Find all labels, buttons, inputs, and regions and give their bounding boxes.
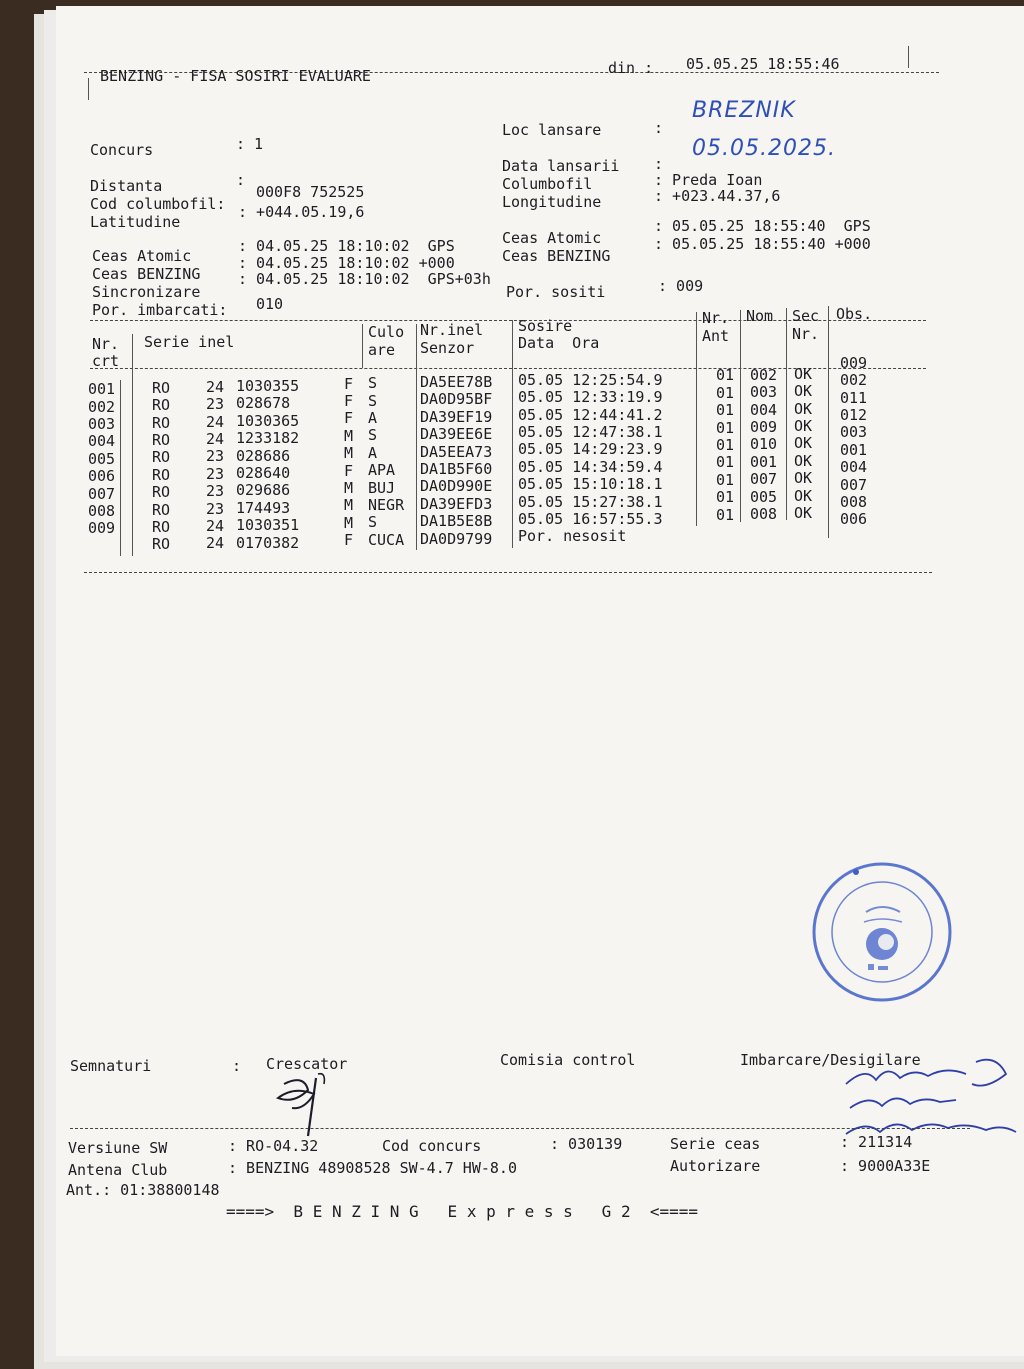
cell-senzor: DA1B5E8B (420, 512, 493, 531)
versiune-sw-label: Versiune SW (68, 1139, 168, 1157)
cell-sec: OK (794, 451, 813, 470)
ceas-atomic-label: Ceas Atomic (92, 247, 192, 265)
cell-sec: OK (794, 364, 813, 383)
autorizare-label: Autorizare (670, 1157, 761, 1175)
cell-sosire: 05.05 12:44:41.2 (518, 405, 663, 424)
antena-id: Ant.: 01:38800148 (66, 1181, 220, 1199)
cell-sex: F (344, 374, 354, 393)
cell-culoare: S (368, 391, 378, 410)
cell-sosire: 05.05 15:27:38.1 (518, 492, 663, 511)
cell-sosire: 05.05 12:33:19.9 (518, 388, 663, 407)
th-sec-1: Sec (792, 307, 820, 325)
cell-nom: 005 (750, 487, 778, 506)
cell-inel: 029686 (236, 481, 291, 500)
cell-ant: 01 (716, 401, 735, 420)
distanta-value: : (236, 171, 246, 189)
cell-sec: OK (794, 486, 813, 505)
longitudine-value: : +023.44.37,6 (654, 187, 781, 205)
cell-sec: OK (794, 416, 813, 435)
cell-obs: 009 (840, 353, 868, 372)
serie-ceas-label: Serie ceas (670, 1135, 761, 1153)
cell-an: 23 (206, 395, 225, 414)
cell-ant: 01 (716, 418, 735, 437)
cell-inel: 1030365 (236, 411, 300, 430)
latitudine-label: Latitudine (90, 213, 181, 231)
th-sosire-2: Data Ora (518, 334, 600, 352)
cell-sex: F (344, 392, 354, 411)
cell-nr: 009 (88, 519, 116, 538)
cod-concurs-label: Cod concurs (382, 1137, 482, 1155)
cell-inel: 1030351 (236, 516, 300, 535)
cell-an: 24 (206, 516, 225, 535)
th-nr-2: crt (92, 352, 120, 370)
cell-tara: RO (152, 483, 171, 502)
data-lansarii-handwritten: 05.05.2025. (692, 136, 836, 161)
cell-ant: 01 (716, 436, 735, 455)
cell-culoare: A (368, 408, 378, 427)
th-ant-2: Ant (702, 327, 730, 345)
cell-inel: 0170382 (236, 533, 300, 552)
table-bottom-rule (84, 572, 932, 573)
latitudine-value: : +044.05.19,6 (238, 203, 365, 221)
cell-nom: 009 (750, 417, 778, 436)
evaluation-sheet (56, 6, 1024, 1356)
longitudine-label: Longitudine (502, 193, 602, 211)
cell-tara: RO (152, 500, 171, 519)
data-lansarii-colon: : (654, 155, 664, 173)
footer-top-rule (70, 1128, 970, 1129)
cell-tara: RO (152, 396, 171, 415)
th-nom: Nom (746, 307, 774, 325)
cod-columbofil-label: Cod columbofil: (90, 195, 226, 213)
distanta-label: Distanta (90, 177, 163, 195)
col-sep-senzor (512, 320, 513, 548)
cell-ant: 01 (716, 470, 735, 489)
cell-tara: RO (152, 378, 171, 397)
th-nrinel-1: Nr.inel (420, 321, 484, 339)
cell-sec: OK (794, 469, 813, 488)
autorizare-value: : 9000A33E (840, 1157, 931, 1175)
cell-culoare: APA (368, 461, 396, 480)
col-sep-nom (786, 308, 787, 520)
columbofil-value: : Preda Ioan (654, 171, 763, 189)
cell-nom: 001 (750, 452, 778, 471)
cell-sex: F (344, 409, 354, 428)
cell-nom: 008 (750, 504, 778, 523)
cell-nom: 004 (750, 400, 778, 419)
ceas-benzing2-label: Ceas BENZING (502, 247, 611, 265)
por-sositi-value: : 009 (658, 277, 704, 295)
cell-senzor: DA5EEA73 (420, 442, 493, 461)
cell-culoare: BUJ (368, 478, 396, 497)
cell-culoare: NEGR (368, 495, 405, 514)
cod-concurs-value: : 030139 (550, 1135, 623, 1153)
cell-sosire: Por. nesosit (518, 527, 627, 546)
cell-sec: OK (794, 503, 813, 522)
cell-an: 24 (206, 429, 225, 448)
ceas-atomic-value: : 04.05.25 18:10:02 GPS (238, 237, 455, 255)
cell-nr: 002 (88, 397, 116, 416)
cell-nr: 006 (88, 467, 116, 486)
cell-culoare: CUCA (368, 530, 405, 549)
col-sep-serie (362, 324, 363, 368)
header-left-bar (88, 78, 89, 100)
cod-columbofil-value: 000F8 752525 (256, 183, 365, 201)
cell-sosire: 05.05 14:29:23.9 (518, 440, 663, 459)
cell-tara: RO (152, 465, 171, 484)
cell-sosire: 05.05 14:34:59.4 (518, 457, 663, 476)
cell-senzor: DA0D95BF (420, 390, 493, 409)
semnaturi-label: Semnaturi (70, 1057, 152, 1075)
cell-obs: 003 (840, 423, 868, 442)
cell-inel: 028678 (236, 394, 291, 413)
cell-inel: 1030355 (236, 377, 300, 396)
cell-an: 23 (206, 482, 225, 501)
cell-nr: 001 (88, 380, 116, 399)
cell-senzor: DA1B5F60 (420, 459, 493, 478)
cell-tara: RO (152, 431, 171, 450)
club-stamp (808, 858, 956, 1010)
col-sep-nr (132, 334, 133, 556)
cell-obs: 001 (840, 440, 868, 459)
header-right-bar (908, 46, 909, 68)
cell-sec: OK (794, 399, 813, 418)
cell-inel: 1233182 (236, 429, 300, 448)
benzing-express-brand: ====> B E N Z I N G E x p r e s s G 2 <==== (226, 1202, 699, 1221)
cell-culoare: S (368, 426, 378, 445)
cell-inel: 174493 (236, 498, 291, 517)
th-culo-1: Culo (368, 323, 405, 341)
cell-nom: 002 (750, 365, 778, 384)
sincronizare-value: : 04.05.25 18:10:02 GPS+03h (238, 270, 491, 288)
cell-sec: OK (794, 382, 813, 401)
semnaturi-colon: : (232, 1057, 242, 1075)
cell-inel: 028640 (236, 464, 291, 483)
cell-nom: 010 (750, 435, 778, 454)
cell-ant: 01 (716, 453, 735, 472)
ceas-benzing-value: : 04.05.25 18:10:02 +000 (238, 254, 455, 272)
sincronizare-label: Sincronizare (92, 283, 201, 301)
cell-an: 23 (206, 447, 225, 466)
cell-sex: M (344, 426, 354, 445)
ceas-atomic2-label: Ceas Atomic (502, 229, 602, 247)
cell-senzor: DA39EE6E (420, 425, 493, 444)
col-sep-left (120, 380, 121, 556)
th-nrinel-2: Senzor (420, 339, 475, 357)
cell-sex: M (344, 444, 354, 463)
cell-inel: 028686 (236, 446, 291, 465)
col-sep-sosire (696, 312, 697, 526)
imbarcare-label: Imbarcare/Desigilare (740, 1051, 921, 1069)
antena-club-value: : BENZING 48908528 SW-4.7 HW-8.0 (228, 1159, 517, 1177)
cell-ant: 01 (716, 488, 735, 507)
th-nr-1: Nr. (92, 335, 120, 353)
ceas-benzing-label: Ceas BENZING (92, 265, 201, 283)
th-sec-2: Nr. (792, 325, 820, 343)
cell-nom: 003 (750, 383, 778, 402)
cell-an: 23 (206, 499, 225, 518)
serie-ceas-value: : 211314 (840, 1133, 913, 1151)
por-imbarcati-label: Por. imbarcati: (92, 301, 228, 319)
data-lansarii-label: Data lansarii (502, 157, 620, 175)
ceas-atomic2-value: : 05.05.25 18:55:40 GPS (654, 217, 871, 235)
cell-ant: 01 (716, 505, 735, 524)
cell-senzor: DA39EF19 (420, 407, 493, 426)
cell-an: 23 (206, 464, 225, 483)
cell-sex: M (344, 496, 354, 515)
cell-ant: 01 (716, 383, 735, 402)
comisia-control-label: Comisia control (500, 1051, 636, 1069)
cell-obs: 011 (840, 388, 868, 407)
por-imbarcati-value: 010 (256, 295, 284, 313)
crescator-label: Crescator (266, 1055, 348, 1073)
crescator-signature (264, 1064, 354, 1148)
col-sep-ant (740, 310, 741, 522)
din-label: din : (608, 59, 654, 77)
cell-tara: RO (152, 535, 171, 554)
antena-club-label: Antena Club (68, 1161, 168, 1179)
cell-culoare: S (368, 513, 378, 532)
sheet-title: BENZING - FISA SOSIRI EVALUARE (100, 67, 371, 85)
cell-an: 24 (206, 534, 225, 553)
cell-nr: 007 (88, 484, 116, 503)
cell-culoare: S (368, 374, 378, 393)
th-obs: Obs. (836, 305, 873, 323)
loc-lansare-label: Loc lansare (502, 121, 602, 139)
col-sep-sec (828, 306, 829, 538)
loc-lansare-colon: : (654, 119, 664, 137)
cell-senzor: DA5EE78B (420, 372, 493, 391)
cell-senzor: DA0D990E (420, 477, 493, 496)
cell-sosire: 05.05 15:10:18.1 (518, 475, 663, 494)
th-sosire-1: Sosire (518, 317, 573, 335)
cell-ant: 01 (716, 366, 735, 385)
cell-obs: 008 (840, 492, 868, 511)
cell-tara: RO (152, 448, 171, 467)
cell-obs: 012 (840, 405, 868, 424)
cell-an: 24 (206, 377, 225, 396)
th-serie: Serie inel (144, 333, 235, 351)
concurs-label: Concurs (90, 141, 154, 159)
cell-tara: RO (152, 518, 171, 537)
columbofil-label: Columbofil (502, 175, 593, 193)
cell-nr: 008 (88, 502, 116, 521)
concurs-value: : 1 (236, 135, 264, 153)
cell-nr: 004 (88, 432, 116, 451)
cell-senzor: DA39EFD3 (420, 494, 493, 513)
cell-senzor: DA0D9799 (420, 529, 493, 548)
cell-nr: 003 (88, 415, 116, 434)
cell-sosire: 05.05 12:47:38.1 (518, 423, 663, 442)
cell-sosire: 05.05 16:57:55.3 (518, 510, 663, 529)
cell-nr: 005 (88, 449, 116, 468)
cell-sosire: 05.05 12:25:54.9 (518, 370, 663, 389)
versiune-sw-value: : RO-04.32 (228, 1137, 319, 1155)
cell-obs: 004 (840, 458, 868, 477)
din-value: 05.05.25 18:55:46 (686, 55, 840, 73)
ceas-benzing2-value: : 05.05.25 18:55:40 +000 (654, 235, 871, 253)
th-culo-2: are (368, 341, 396, 359)
cell-obs: 002 (840, 371, 868, 390)
cell-sex: M (344, 513, 354, 532)
cell-obs: 007 (840, 475, 868, 494)
col-sep-culoare (416, 324, 417, 550)
cell-sex: F (344, 531, 354, 550)
cell-sex: M (344, 479, 354, 498)
por-sositi-label: Por. sositi (506, 283, 606, 301)
cell-obs: 006 (840, 510, 868, 529)
loc-lansare-handwritten: BREZNIK (692, 98, 796, 123)
cell-culoare: A (368, 443, 378, 462)
cell-an: 24 (206, 412, 225, 431)
th-ant-1: Nr. (702, 309, 730, 327)
cell-sex: F (344, 461, 354, 480)
cell-nom: 007 (750, 470, 778, 489)
cell-tara: RO (152, 413, 171, 432)
cell-sec: OK (794, 434, 813, 453)
